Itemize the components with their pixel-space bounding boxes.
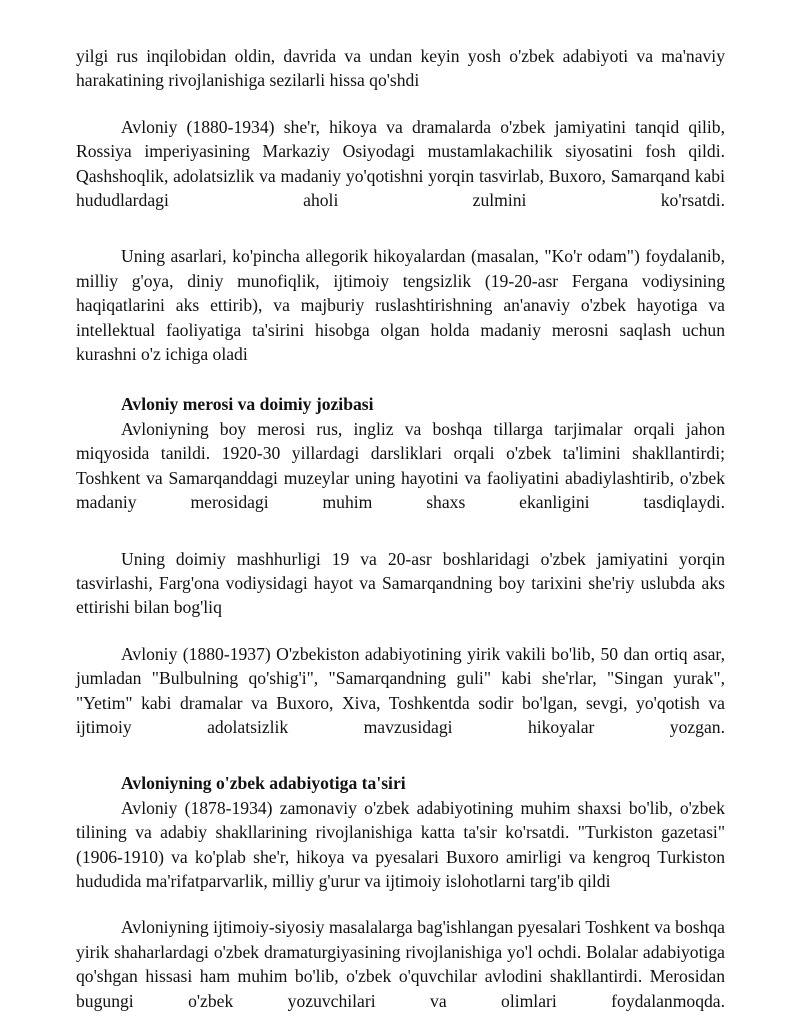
paragraph-major-works: Avloniy (1880-1937) O'zbekiston adabiyotining yirik vakili bo'lib, 50 dan ortiq asar, jumladan "Bulbulning qo'shig'i", "Samarqandning guli" kabi she'rlar, "Singan yurak", "Yetim" kabi dramalar va Buxoro, Xiva, Toshkentda sodir bo'lgan, sevgi, yo'qotish va ijtimoiy adolatsizlik mavzusidagi hikoyalar yozgan. bbox=[76, 643, 725, 737]
paragraph-rich-legacy: Avloniyning boy merosi rus, ingliz va boshqa tillarga tarjimalar orqali jahon miqyosida tanildi. 1920-30 yillardagi darsliklari orqali o'zbek ta'limini shakllantirdi; Toshkent va Samarqanddagi muzeylar uning hayotini va faoliyatini abadiylashtirib, o'zbek madaniy merosidagi muhim shaxs ekanligini tasdiqlaydi. bbox=[76, 418, 725, 513]
paragraph-avloniy-criticism: Avloniy (1880-1934) she'r, hikoya va dramalarda o'zbek jamiyatini tanqid qilib, Rossiya imperiyasining Markaziy Osiyodagi mustamlakachilik siyosatini fosh qildi. Qashshoqlik, adolatsizlik va madaniy yo'qotishni yorqin tasvirlab, Buxoro, Samarqand kabi hududlardagi aholi zulmini ko'rsatdi. bbox=[76, 116, 725, 211]
section-heading-legacy: Avloniy merosi va doimiy jozibasi bbox=[121, 394, 374, 415]
paragraph-allegorical-works: Uning asarlari, ko'pincha allegorik hikoyalardan (masalan, "Ko'r odam") foydalanib, milliy g'oya, diniy munofiqlik, ijtimoiy tengsizlik (19-20-asr Fergana vodiysining haqiqatlarini aks ettirib), va majburiy ruslashtirishning an'anaviy o'zbek hayotiga va intellektual faoliyatiga ta'sirini hisobga olgan holda madaniy merosni saqlash uchun kurashni o'z ichiga oladi bbox=[76, 246, 725, 365]
document-page bbox=[76, 44, 725, 1013]
paragraph-lasting-popularity: Uning doimiy mashhurligi 19 va 20-asr boshlaridagi o'zbek jamiyatini yorqin tasvirlashi, Farg'ona vodiysidagi hayot va Samarqandning boy tarixini she'riy uslubda aks ettirishi bilan bog'liq bbox=[76, 548, 725, 618]
paragraph-plays-impact: Avloniyning ijtimoiy-siyosiy masalalarga bag'ishlangan pyesalari Toshkent va boshqa yirik shaharlardagi o'zbek dramaturgiyasining rivojlanishiga yo'l ochdi. Bolalar adabiyotiga qo'shgan hissasi ham muhim bo'lib, o'zbek o'quvchilar avlodini shakllantirdi. Merosidan bugungi o'zbek yozuvchilari va olimlari foydalanmoqda. bbox=[76, 917, 725, 1011]
paragraph-intro-continuation: yilgi rus inqilobidan oldin, davrida va undan keyin yosh o'zbek adabiyoti va ma'naviy harakatining rivojlanishiga sezilarli hissa qo'shdi bbox=[76, 46, 725, 91]
section-heading-influence: Avloniyning o'zbek adabiyotiga ta'siri bbox=[121, 773, 406, 794]
paragraph-influence-modern: Avloniy (1878-1934) zamonaviy o'zbek adabiyotining muhim shaxsi bo'lib, o'zbek tilining va adabiy shakllarining rivojlanishiga katta ta'sir ko'rsatdi. "Turkiston gazetasi" (1906-1910) va ko'plab she'r, hikoya va pyesalari Buxoro amirligi va kengroq Turkiston hududida ma'rifatparvarlik, milliy g'urur va ijtimoiy islohotlarni targ'ib qildi bbox=[76, 797, 725, 891]
